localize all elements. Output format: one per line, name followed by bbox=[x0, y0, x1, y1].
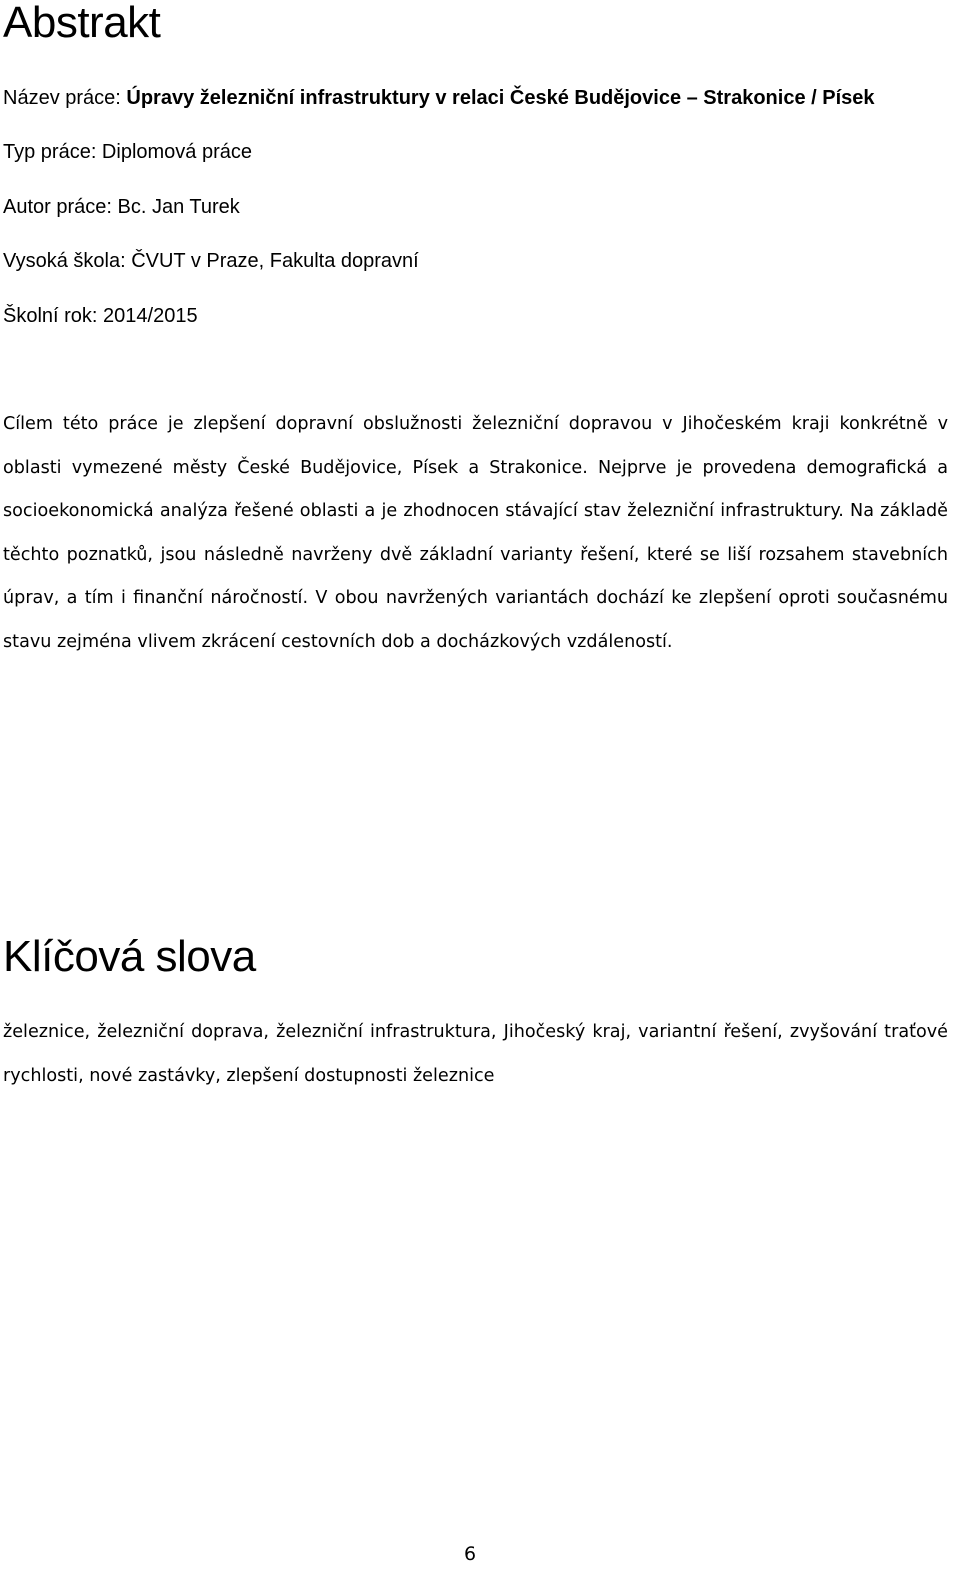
thesis-title-label: Název práce: bbox=[3, 87, 127, 109]
thesis-school-line: Vysoká škola: ČVUT v Praze, Fakulta dopravní bbox=[3, 250, 419, 272]
thesis-type-line: Typ práce: Diplomová práce bbox=[3, 141, 253, 163]
thesis-title-line bbox=[3, 86, 875, 110]
abstract-heading: Abstrakt bbox=[3, 0, 161, 47]
thesis-title-value: Úpravy železniční infrastruktury v relaci České Budějovice – Strakonice / Písek bbox=[126, 87, 875, 109]
thesis-author-line: Autor práce: Bc. Jan Turek bbox=[3, 196, 240, 218]
page-number: 6 bbox=[464, 1543, 477, 1565]
keywords-paragraph: železnice, železniční doprava, železniční infrastruktura, Jihočeský kraj, variantní řešení, zvyšování traťové rychlosti, nové zastávky, zlepšení dostupnosti železnice bbox=[3, 1022, 948, 1086]
thesis-year-line: Školní rok: 2014/2015 bbox=[3, 305, 198, 327]
keywords-heading: Klíčová slova bbox=[3, 932, 256, 981]
abstract-paragraph: Cílem této práce je zlepšení dopravní obslužnosti železniční dopravou v Jihočeském kraji konkrétně v oblasti vymezené městy České Budějovice, Písek a Strakonice. Nejprve je provedena demografická a socioekonomická analýza řešené oblasti a je zhodnocen stávající stav železniční infrastruktury. Na základě těchto poznatků, jsou následně navrženy dvě základní varianty řešení, které se liší rozsahem stavebních úprav, a tím i finanční náročností. V obou navržených variantách dochází ke zlepšení oproti současnému stavu zejména vlivem zkrácení cestovních dob a docházkových vzdáleností. bbox=[3, 414, 948, 652]
